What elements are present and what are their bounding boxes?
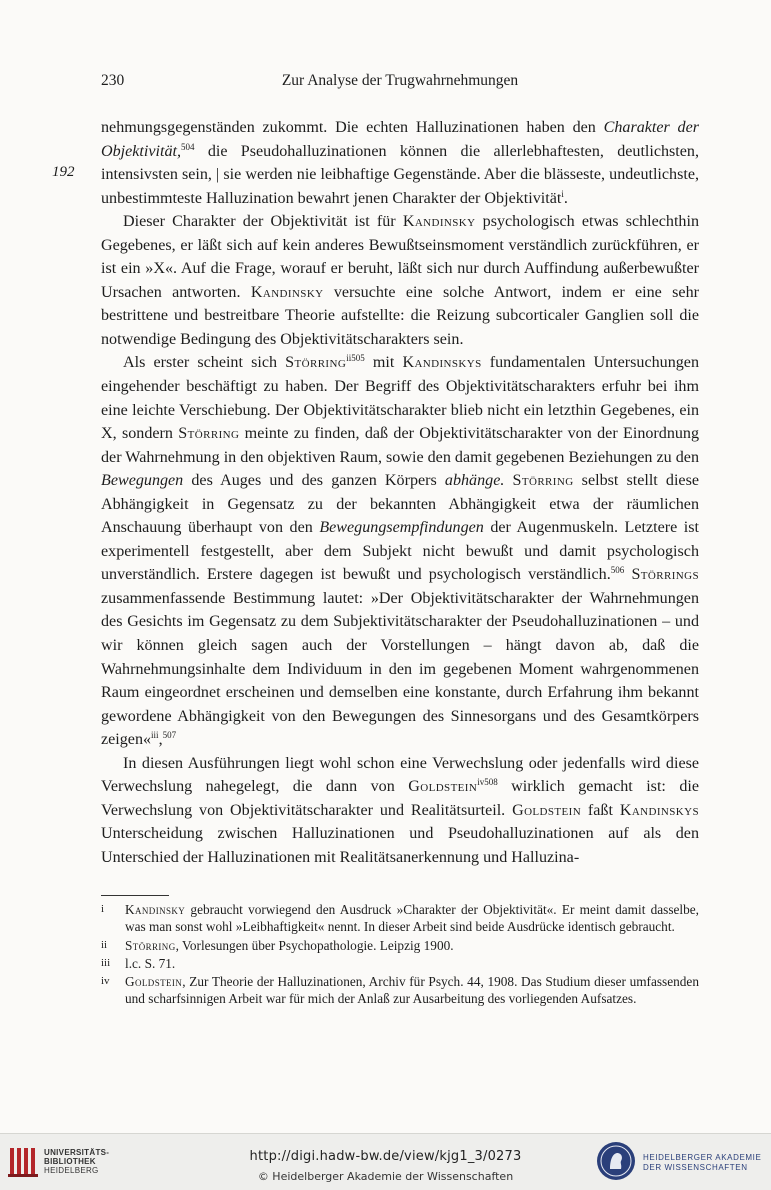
endnote-ref[interactable]: 507 [162, 730, 177, 741]
page-number: 230 [101, 72, 125, 89]
permalink-url[interactable]: http://digi.hadw-bw.de/view/kjg1_3/0273 [249, 1149, 522, 1164]
footnote-mark: iii [101, 956, 111, 969]
author-name: Kandinsky [402, 213, 476, 231]
author-name: Goldstein [408, 778, 478, 796]
footer-bar [0, 1133, 771, 1190]
copyright-notice: © Heidelberger Akademie der Wissenschaften [257, 1170, 514, 1183]
margin-page-number: 192 [52, 164, 75, 180]
endnote-ref[interactable]: 508 [484, 777, 498, 788]
footnotes [101, 901, 699, 1009]
endnote-ref[interactable]: 505 [351, 353, 365, 364]
footnote-mark: ii [101, 938, 108, 951]
footnote-ref[interactable]: ii [346, 353, 352, 364]
paragraph-4: In diesen Ausführungen liegt wohl schon eine Verwechslung oder jedenfalls wird diese Verwechslung nahegelegt, die dann von Goldstein$^{iv508}$ wirklich gemacht ist: die Verwechslung von Objektivitätscharakter und Realitätsurteil. Goldstein faßt Kandinskys Unterscheidung zwischen Halluzinationen und Pseudohalluzinationen auf als den Unterschied der Halluzinationen mit Realitätsanerkennung und Halluzina- [101, 754, 699, 866]
footnote-mark: i [101, 903, 105, 915]
footnote: i Kandinsky gebraucht vorwiegend den Ausdruck »Charakter der Objektivität«. Er meint damit dasselbe, was man sonst wohl »Leibhaftigkeit« nennt. In dieser Arbeit sind beide Ausdrücke identisch gebraucht. [101, 902, 699, 935]
paragraph-3: Als erster scheint sich Störring$^{ii505}$ mit Kandinskys fundamentalen Untersuchungen eingehender beschäftigt zu haben. Der Begriff des Objektivitätscharakters erfuhr bei ihm eine leichte Verschiebung. Der Objektivitätscharakter blieb nicht ein letzthin Gegebenes, ein X, sondern Störring meinte zu finden, daß der Objektivitätscharakter von der Einordnung der Wahrnehmung in den objektiven Raum, sowie den damit gegebenen Beziehungen zu den Bewegungen des Auges und des ganzen Körpers abhänge. Störring selbst stellt diese Abhängigkeit in Gegensatz zu der bekannten Abhängigkeit etwa der räumlichen Anschauung überhaupt von den Bewegungsempfindungen der Augenmuskeln. Letztere ist experimentell festgestellt, aber dem Subjekt nicht bewußt und damit psychologisch unverständlich. Erstere dagegen ist bewußt und psychologisch verständlich.$^{506}$ Störrings zusammenfassende Bestimmung lautet: »Der Objektivitätscharakter der Wahrnehmungen des Gesichts im Gegensatz zu dem Subjektivitätscharakter der Pseudohalluzinationen – und wir können gleich sagen auch der Vorstellungen – hängt davon ab, daß die Wahrnehmungsinhalte dem Individuum in den im gegebenen Moment wahrgenommenen Raum eingeordnet erscheinen und demselben eine konstante, durch Erfahrung ihm bekannt gewordene Abhängigkeit von den Bewegungen des Sinnesorgans und des Gesamtkörpers zeigen«$^{iii}$,$^{507}$ [101, 353, 700, 749]
footnote: ii Störring, Vorlesungen über Psychopathologie. Leipzig 1900. [101, 937, 454, 953]
endnote-ref[interactable]: 504 [181, 141, 195, 152]
author-name: Störrings [631, 566, 699, 584]
footnote-ref[interactable]: iv [477, 777, 485, 788]
academy-name: HEIDELBERGER AKADEMIE DER WISSENSCHAFTEN [643, 1153, 762, 1172]
author-name: Goldstein [512, 801, 582, 819]
author-name: Störring [285, 354, 347, 372]
footnote-divider [101, 895, 169, 896]
footnote-mark: iv [101, 975, 110, 988]
university-library-name: UNIVERSITÄTS- BIBLIOTHEK HEIDELBERG [44, 1148, 110, 1175]
author-name: Kandinskys [619, 801, 699, 819]
footnote: iii l.c. S. 71. [101, 955, 176, 971]
author-name: Störring [178, 425, 240, 443]
author-name: Störring [512, 472, 574, 490]
endnote-ref[interactable]: 506 [610, 565, 625, 576]
paragraph-1: nehmungsgegenständen zukommt. Die echten Halluzinationen haben den Charakter der Objektivität,$^{504}$ die Pseudohalluzinationen können die allerlebhaftesten, deutlichsten, intensivsten sein, | sie werden nie leibhaftige Gegenstände. Aber die blässeste, undeutlichste, unbestimmteste Halluzination bewahrt jenen Charakter der Objektivität$^i$. [101, 119, 699, 207]
academy-seal-icon[interactable] [596, 1141, 636, 1181]
page-header [101, 72, 699, 92]
footnote: iv Goldstein, Zur Theorie der Halluzinationen, Archiv für Psych. 44, 1908. Das Studium dieser umfassenden und scharfsinnigen Arbeit war für mich der Anlaß zur Ausarbeitung des vorliegenden Aufsatzes. [101, 974, 699, 1007]
author-name: Kandinskys [402, 354, 482, 372]
author-name: Kandinsky [250, 283, 324, 301]
main-text [101, 116, 699, 870]
footnote-ref[interactable]: iii [151, 730, 159, 741]
paragraph-2: Dieser Charakter der Objektivität ist für Kandinsky psychologisch etwas schlechthin Gegebenes, er läßt sich auf kein anderes Bewußtseinsmoment verständlich zurückführen, er ist ein »X«. Auf die Frage, worauf er beruht, läßt sich nur durch Auffindung außerbewußter Ursachen antworten. Kandinsky versuchte eine solche Antwort, indem er eine sehr bestrittene und bestreitbare Theorie aufstellte: die Reizung subcorticaler Ganglien soll die notwendige Bedingung des Objektivitätscharakters sein. [101, 213, 699, 348]
footnote-ref[interactable]: i [561, 188, 564, 199]
running-title: Zur Analyse der Trugwahrnehmungen [281, 72, 519, 89]
